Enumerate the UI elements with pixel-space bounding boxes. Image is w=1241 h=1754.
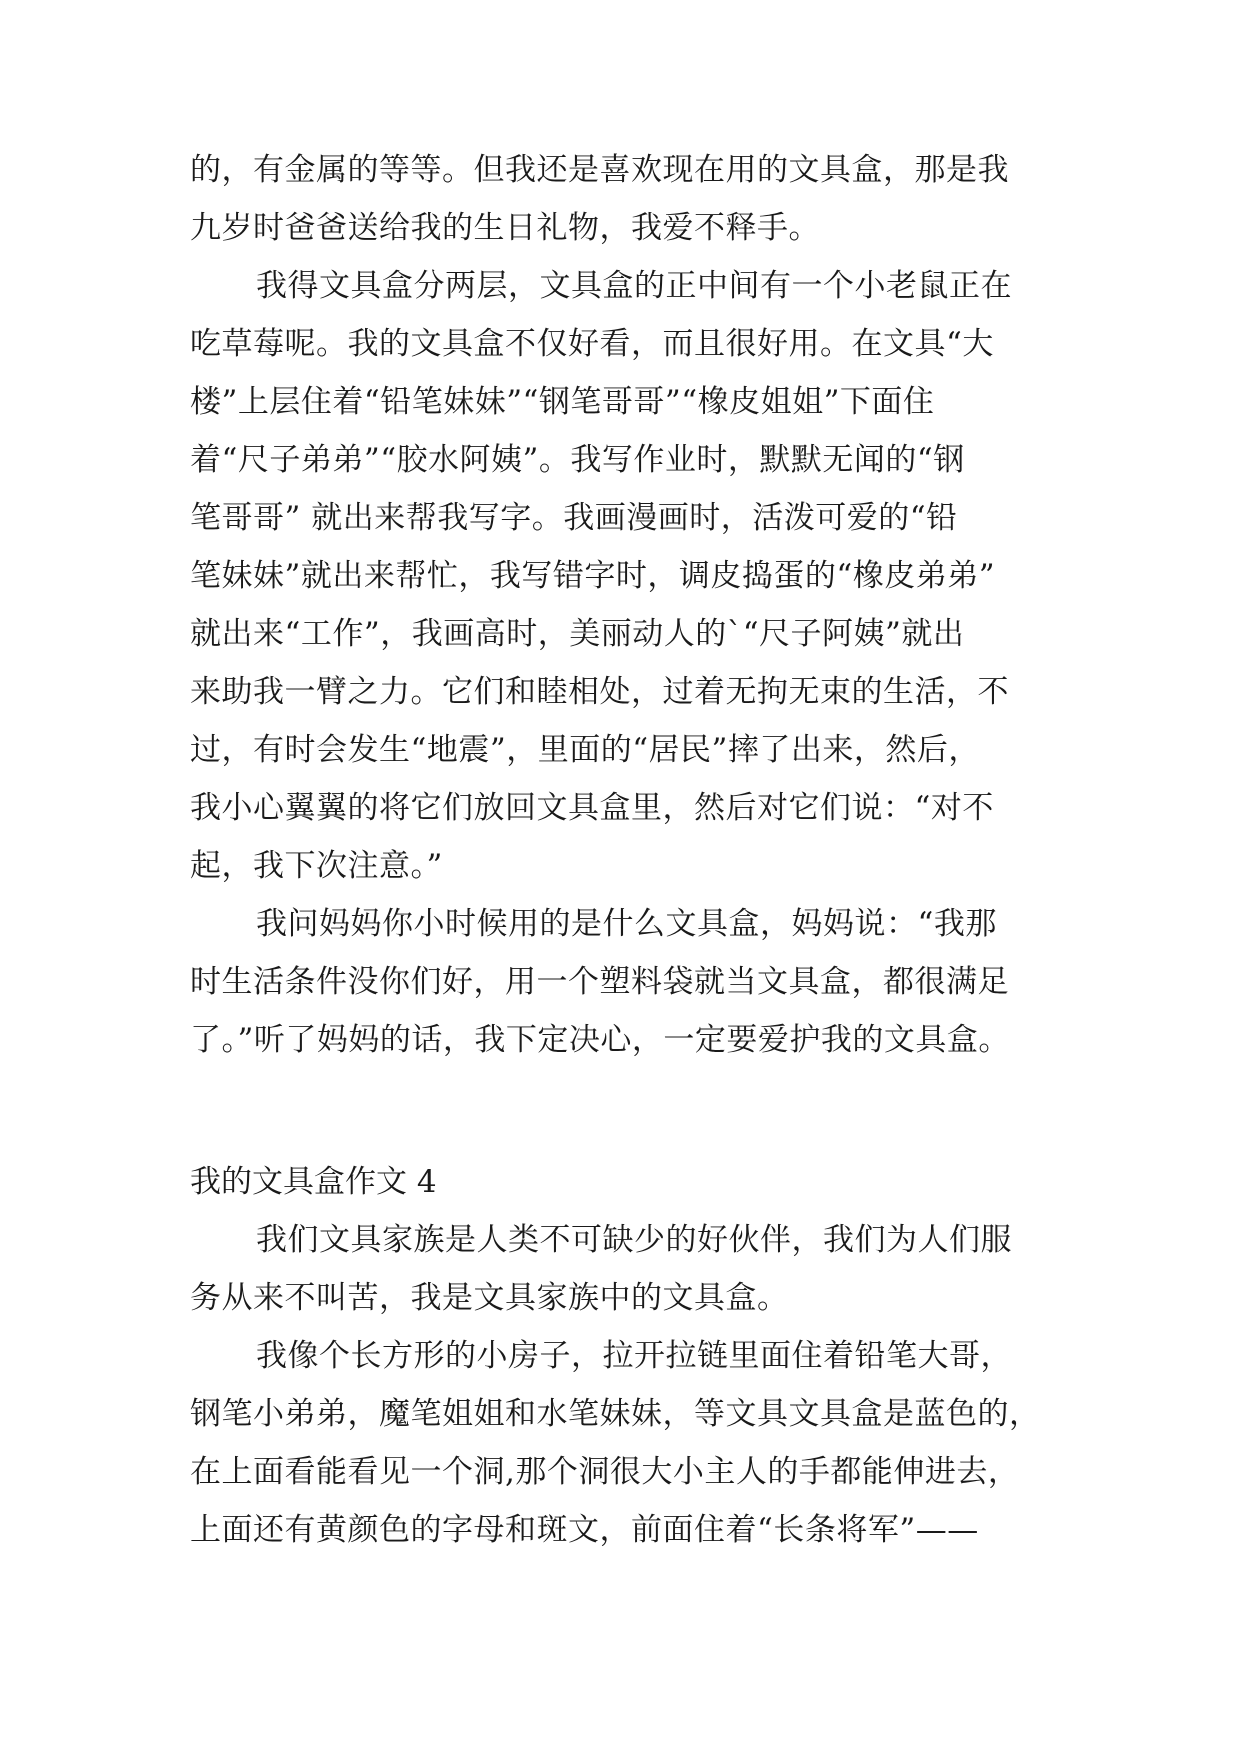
text-line: 在上面看能看见一个洞,那个洞很大小主人的手都能伸进去， (190, 1454, 1020, 1490)
essay-section-4 (190, 1153, 1058, 1559)
text-line: 楼”上层住着“铅笔妹妹”“钢笔哥哥”“橡皮姐姐”下面住 (190, 384, 935, 420)
text-line: 我小心翼翼的将它们放回文具盒里，然后对它们说：“对不 (190, 790, 994, 826)
text-line: 上面还有黄颜色的字母和斑文，前面住着“长条将军”—— (190, 1512, 979, 1548)
essay-section-3 (190, 141, 1058, 1069)
paragraph (190, 1211, 1058, 1327)
text-line: 吃草莓呢。我的文具盒不仅好看，而且很好用。在文具“大 (190, 326, 994, 362)
text-line: 就出来“工作”，我画高时，美丽动人的`“尺子阿姨”就出 (190, 616, 965, 652)
text-line: 过，有时会发生“地震”，里面的“居民”摔了出来，然后， (190, 732, 980, 768)
text-line: 着“尺子弟弟”“胶水阿姨”。我写作业时，默默无闻的“钢 (190, 442, 965, 478)
text-line: 我像个长方形的小房子，拉开拉链里面住着铅笔大哥， (256, 1338, 1012, 1374)
essay-title: 我的文具盒作文 4 (190, 1164, 437, 1200)
text-line: 的，有金属的等等。但我还是喜欢现在用的文具盒，那是我 (190, 152, 1009, 188)
text-line: 九岁时爸爸送给我的生日礼物，我爱不释手。 (190, 210, 820, 246)
text-line: 务从来不叫苦，我是文具家族中的文具盒。 (190, 1280, 789, 1316)
text-line: 我问妈妈你小时候用的是什么文具盒，妈妈说：“我那 (256, 906, 997, 942)
paragraph (190, 1327, 1058, 1559)
text-line: 起，我下次注意。” (190, 848, 443, 884)
text-line: 来助我一臂之力。它们和睦相处，过着无拘无束的生活，不 (190, 674, 1009, 710)
text-line: 笔妹妹”就出来帮忙，我写错字时，调皮捣蛋的“橡皮弟弟” (190, 558, 996, 594)
paragraph (190, 895, 1058, 1069)
text-line: 了。”听了妈妈的话，我下定决心，一定要爱护我的文具盒。 (190, 1022, 1010, 1058)
paragraph (190, 257, 1058, 895)
text-line: 我们文具家族是人类不可缺少的好伙伴，我们为人们服 (256, 1222, 1012, 1258)
text-line: 笔哥哥” 就出来帮我写字。我画漫画时，活泼可爱的“铅 (190, 500, 958, 536)
text-line: 我得文具盒分两层，文具盒的正中间有一个小老鼠正在 (256, 268, 1012, 304)
text-line: 时生活条件没你们好，用一个塑料袋就当文具盒，都很满足 (190, 964, 1009, 1000)
paragraph (190, 141, 1058, 257)
text-line: 钢笔小弟弟，魔笔姐姐和水笔妹妹，等文具文具盒是蓝色的， (190, 1396, 1041, 1432)
